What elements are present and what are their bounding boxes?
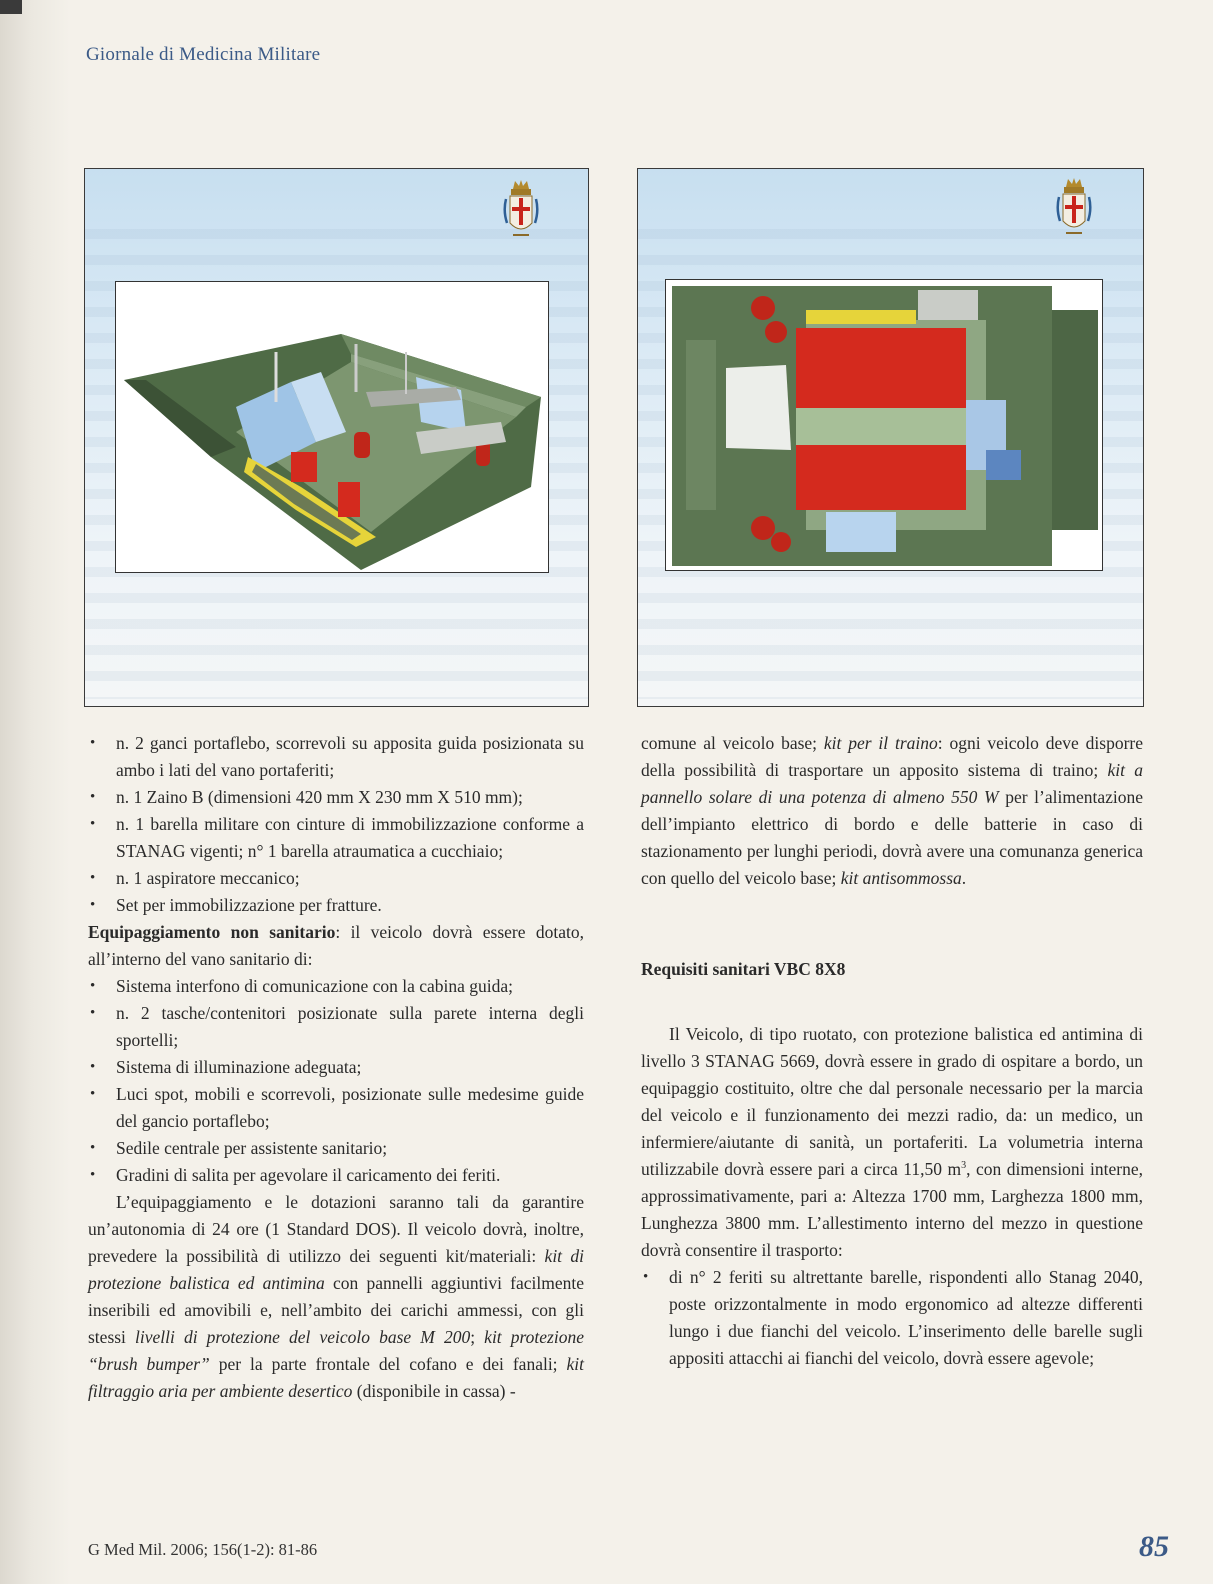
paragraph-text: : ogni veicolo deve disporre della possibilità di trasportare un apposito sistema di traino; [641, 733, 1143, 780]
paragraph-italic: kit filtraggio aria per ambiente desertico [88, 1354, 584, 1401]
list-item: • Gradini di salita per agevolare il caricamento dei feriti. [88, 1162, 584, 1189]
left-column [88, 730, 584, 1405]
vehicle-render-top-view [665, 279, 1103, 571]
medical-equipment-list [88, 730, 584, 919]
list-item: • Set per immobilizzazione per fratture. [88, 892, 584, 919]
paragraph-text: per la parte frontale del cofano e dei fanali; [209, 1354, 567, 1374]
paragraph-text: ; [470, 1327, 485, 1347]
figure-vehicle-interior-perspective [84, 168, 589, 707]
paragraph-text: con pannelli aggiuntivi facilmente inseribili ed amovibili e, nell’ambito dei carichi ammessi, con gli stessi [88, 1273, 585, 1347]
transport-requirements-list [641, 1264, 1143, 1372]
non-medical-equipment-list [88, 973, 584, 1189]
page-gutter-shadow [0, 0, 70, 1584]
paragraph-italic: kit per il traino [823, 733, 938, 753]
paragraph-text: , con dimensioni interne, approssimativamente, pari a: Altezza 1700 mm, Larghezza 1800 mm, Lunghezza 3800 mm. L’allestimento interno del mezzo in questione dovrà consentire il trasporto: [641, 1159, 1143, 1260]
paragraph-text: L’equipaggiamento e le dotazioni saranno tali da garantire un’autonomia di 24 ore (1 Standard DOS). Il veicolo dovrà, inoltre, prevedere la possibilità di utilizzo dei seguenti kit/materiali: [88, 1192, 584, 1266]
list-item: • n. 2 ganci portaflebo, scorrevoli su apposita guida posizionata su ambo i lati del vano portaferiti; [88, 730, 584, 784]
autonomy-paragraph [88, 1189, 584, 1405]
equipment-intro-text: : il veicolo dovrà essere dotato, all’interno del vano sanitario di: [88, 922, 584, 969]
vbc-requirements-paragraph [641, 1021, 1143, 1264]
corner-mark [0, 0, 22, 14]
running-head: Giornale di Medicina Militare [86, 44, 321, 65]
paragraph-italic: kit protezione “brush bumper” [88, 1327, 584, 1374]
paragraph-italic: kit di protezione balistica ed antimina [88, 1246, 585, 1293]
list-item: • n. 2 tasche/contenitori posizionate sulla parete interna degli sportelli; [88, 1000, 584, 1054]
figure-vehicle-interior-top-view [637, 168, 1144, 707]
list-item: • Sedile centrale per assistente sanitario; [88, 1135, 584, 1162]
vehicle-render-perspective [115, 281, 549, 573]
paragraph-text: (disponibile in cassa) - [352, 1381, 516, 1401]
paragraph-text: . [961, 868, 967, 888]
page-number: 85 [1139, 1530, 1169, 1563]
list-item: • n. 1 Zaino B (dimensioni 420 mm X 230 mm X 510 mm); [88, 784, 584, 811]
list-item: • n. 1 barella militare con cinture di immobilizzazione conforme a STANAG vigenti; n° 1 barella atraumatica a cucchiaio; [88, 811, 584, 865]
superscript: 3 [961, 1160, 967, 1172]
paragraph-italic: livelli di protezione del veicolo base M 200 [135, 1327, 471, 1347]
list-item: • n. 1 aspiratore meccanico; [88, 865, 584, 892]
paragraph-text: Il Veicolo, di tipo ruotato, con protezione balistica ed antimina di livello 3 STANAG 5669, dovrà essere in grado di ospitare a bordo, un equipaggio costituito, oltre che dal personale necessario per la marcia del veicolo e il funzionamento dei mezzi radio, da: un medico, un infermiere/aiutante di sanità, un portaferiti. La volumetria interna utilizzabile dovrà essere pari a circa 11,50 m [641, 1024, 1143, 1179]
paragraph-italic: kit antisommossa [840, 868, 962, 888]
right-column [641, 730, 1143, 1372]
military-medicine-crest-icon [503, 179, 539, 243]
military-medicine-crest-icon [1056, 177, 1092, 241]
section-title: Requisiti sanitari VBC 8X8 [641, 959, 846, 979]
kit-continuation-paragraph [641, 730, 1143, 892]
list-item: • Luci spot, mobili e scorrevoli, posizionate sulle medesime guide del gancio portaflebo; [88, 1081, 584, 1135]
paragraph-text: per l’alimentazione dell’impianto elettrico di bordo e delle batterie in caso di stazionamento per lunghi periodi, dovrà avere una comunanza generica con quello del veicolo base; [641, 787, 1144, 888]
non-medical-equipment-intro [88, 919, 584, 973]
equipment-heading: Equipaggiamento non sanitario [88, 922, 336, 942]
paragraph-italic: kit a pannello solare di una potenza di almeno 550 W [641, 760, 1143, 807]
citation-footer: G Med Mil. 2006; 156(1-2): 81-86 [88, 1540, 318, 1559]
list-item: • Sistema interfono di comunicazione con la cabina guida; [88, 973, 584, 1000]
list-item: • Sistema di illuminazione adeguata; [88, 1054, 584, 1081]
paragraph-text: comune al veicolo base; [641, 733, 824, 753]
list-item: • di n° 2 feriti su altrettante barelle, rispondenti allo Stanag 2040, poste orizzontalmente in modo ergonomico ad altezze differenti lungo i due fianchi del veicolo. L’inserimento delle barelle sugli appositi attacchi ai fianchi del veicolo, dovrà essere agevole; [641, 1264, 1143, 1372]
